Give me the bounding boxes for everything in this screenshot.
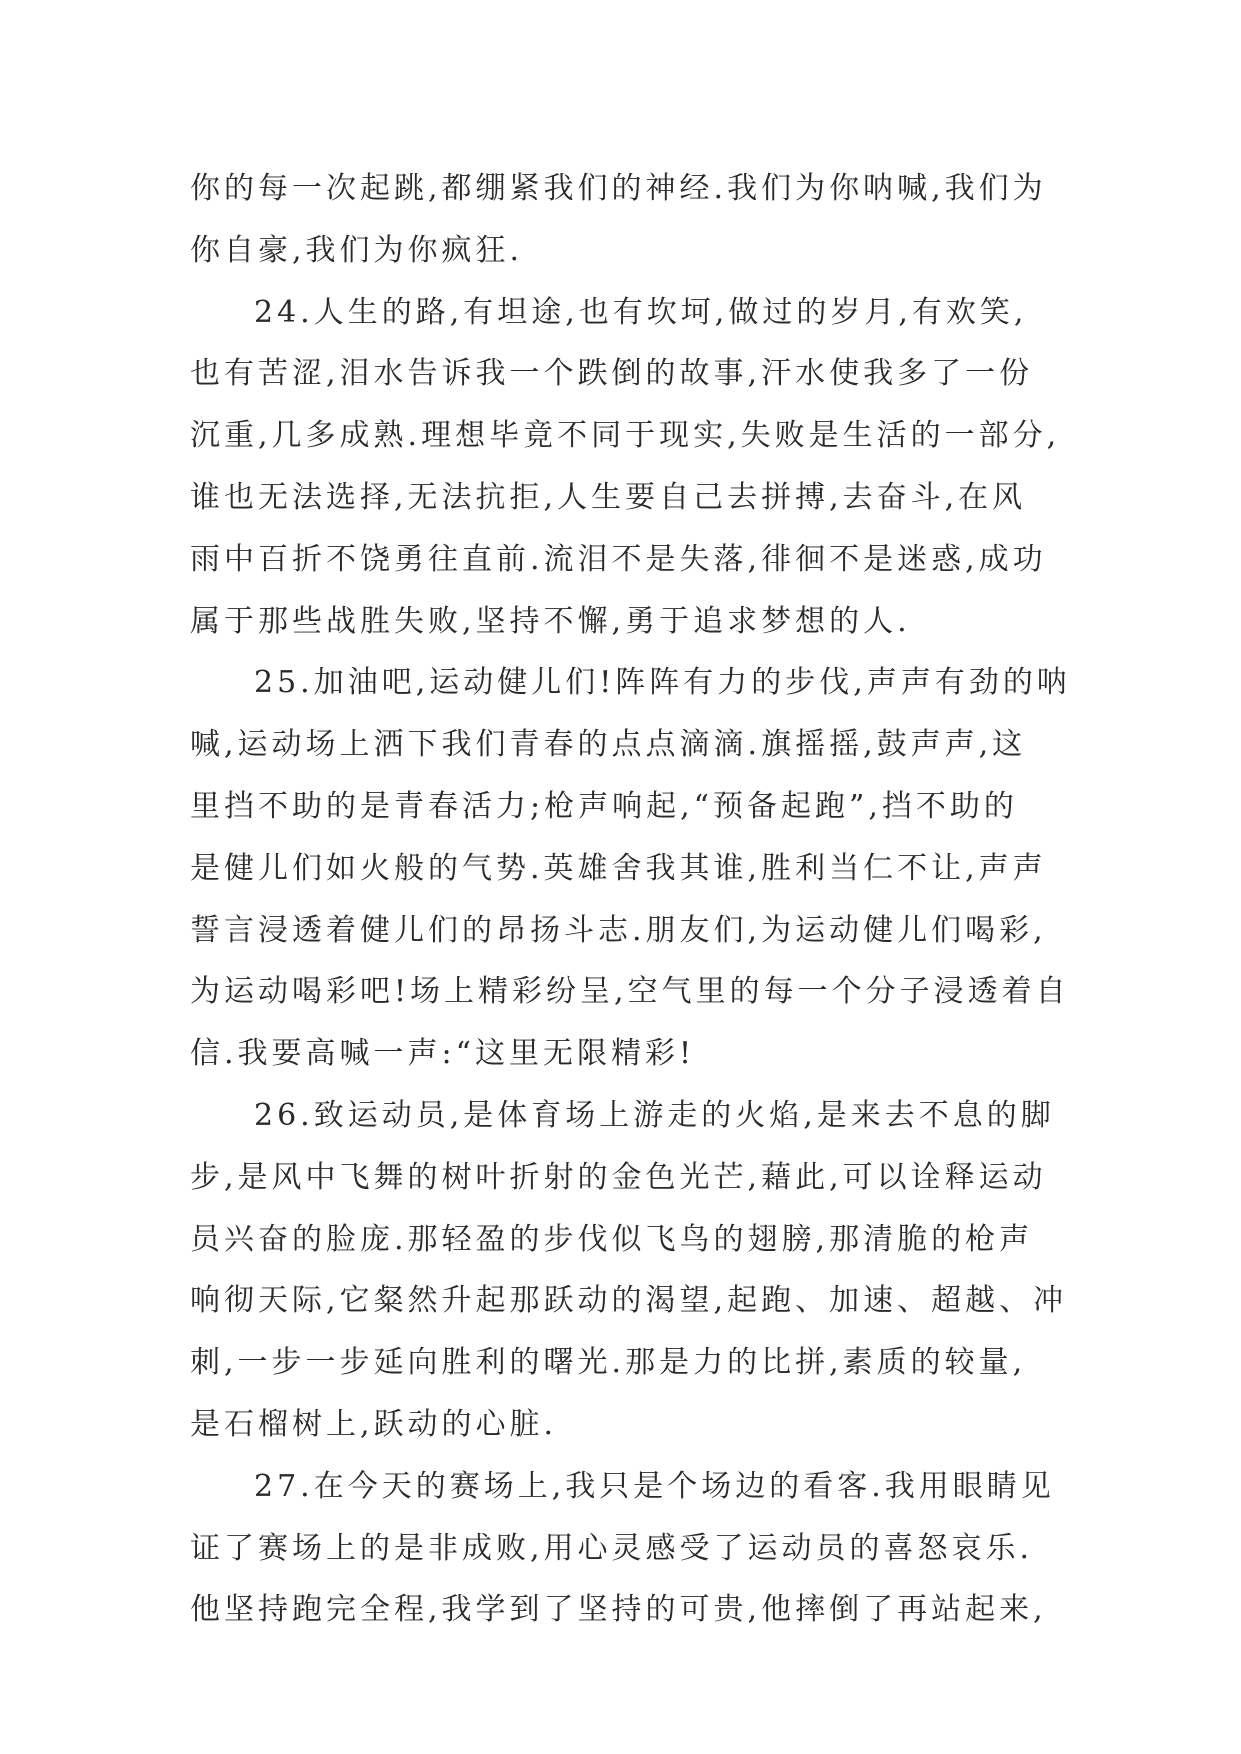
text-line: 属于那些战胜失败,坚持不懈,勇于追求梦想的人. <box>190 603 911 639</box>
text-line: 为运动喝彩吧!场上精彩纷呈,空气里的每一个分子浸透着自 <box>190 974 1070 1010</box>
body-text <box>190 158 1070 1641</box>
text-line: 是石榴树上,跃动的心脏. <box>190 1406 558 1442</box>
text-line: 你的每一次起跳,都绷紧我们的神经.我们为你呐喊,我们为 <box>190 171 1047 206</box>
paragraph-continuation <box>190 158 1070 282</box>
text-line: 证了赛场上的是非成败,用心灵感受了运动员的喜怒哀乐. <box>190 1530 1034 1566</box>
text-line: 信.我要高喊一声:“这里无限精彩! <box>190 1036 696 1072</box>
text-line: 员兴奋的脸庞.那轻盈的步伐似飞鸟的翅膀,那清脆的枪声 <box>190 1221 1034 1257</box>
text-line: 誓言浸透着健儿们的昂扬斗志.朋友们,为运动健儿们喝彩, <box>190 912 1047 948</box>
text-line: 是健儿们如火般的气势.英雄舍我其谁,胜利当仁不让,声声 <box>190 850 1047 886</box>
text-line: 也有苦涩,泪水告诉我一个跌倒的故事,汗水使我多了一份 <box>190 356 1034 392</box>
text-line: 里挡不助的是青春活力;枪声响起,“预备起跑”,挡不助的 <box>190 788 1018 824</box>
text-line: 25.加油吧,运动健儿们!阵阵有力的步伐,声声有劲的呐 <box>254 665 1071 701</box>
text-line: 27.在今天的赛场上,我只是个场边的看客.我用眼睛见 <box>254 1468 1055 1504</box>
text-line: 刺,一步一步延向胜利的曙光.那是力的比拼,素质的较量, <box>190 1345 1027 1381</box>
paragraph-25 <box>190 652 1070 1085</box>
paragraph-26 <box>190 1085 1070 1456</box>
paragraph-24 <box>190 282 1070 653</box>
text-line: 雨中百折不饶勇往直前.流泪不是失落,徘徊不是迷惑,成功 <box>190 541 1047 577</box>
text-line: 谁也无法选择,无法抗拒,人生要自己去拼搏,去奋斗,在风 <box>190 479 1027 515</box>
text-line: 步,是风中飞舞的树叶折射的金色光芒,藉此,可以诠释运动 <box>190 1159 1047 1195</box>
text-line: 24.人生的路,有坦途,也有坎坷,做过的岁月,有欢笑, <box>254 294 1028 330</box>
text-line: 喊,运动场上洒下我们青春的点点滴滴.旗摇摇,鼓声声,这 <box>190 727 1027 763</box>
paragraph-27 <box>190 1456 1070 1641</box>
text-line: 他坚持跑完全程,我学到了坚持的可贵,他摔倒了再站起来, <box>190 1592 1047 1628</box>
text-line: 你自豪,我们为你疯狂. <box>190 232 524 268</box>
text-line: 沉重,几多成熟.理想毕竟不同于现实,失败是生活的一部分, <box>190 418 1061 454</box>
text-line: 26.致运动员,是体育场上游走的火焰,是来去不息的脚 <box>254 1097 1055 1133</box>
text-line: 响彻天际,它粲然升起那跃动的渴望,起跑、加速、超越、冲 <box>190 1283 1068 1319</box>
